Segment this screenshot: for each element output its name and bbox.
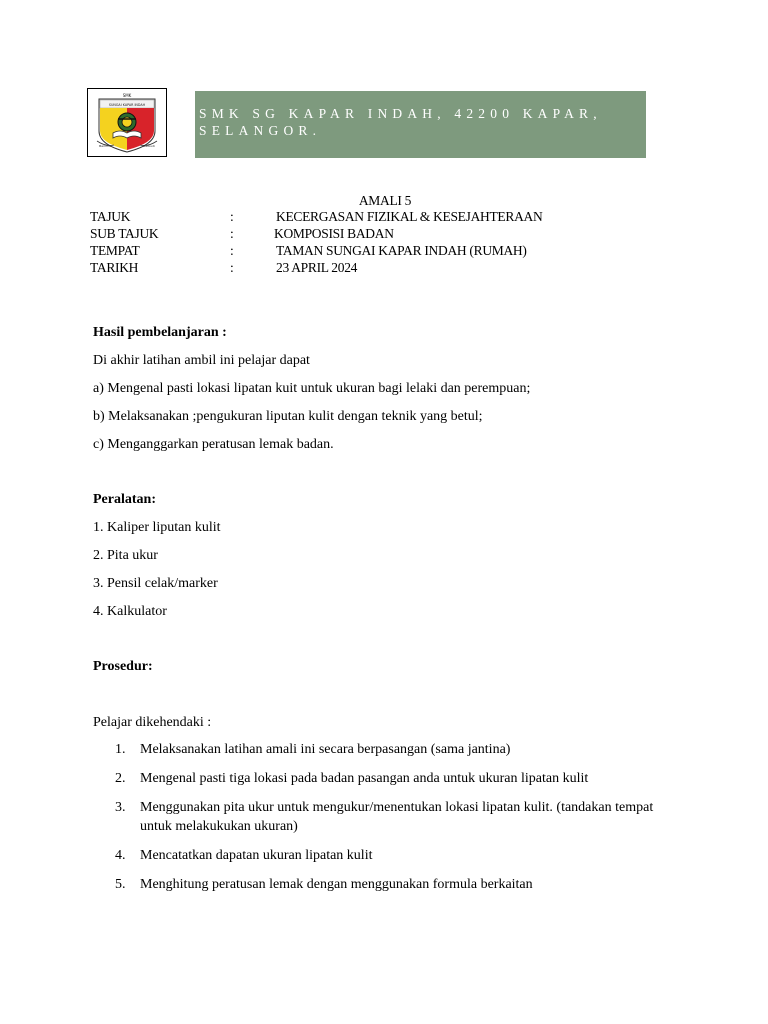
learning-heading: Hasil pembelanjaran : — [93, 325, 227, 340]
meta-colon: : — [230, 226, 234, 241]
school-crest-icon — [88, 89, 166, 156]
document-title: AMALI 5 — [358, 193, 412, 208]
procedure-intro: Pelajar dikehendaki : — [93, 715, 212, 730]
procedure-item-number: 1. — [115, 742, 126, 757]
meta-value: TAMAN SUNGAI KAPAR INDAH (RUMAH) — [276, 243, 527, 258]
procedure-item-number: 3. — [115, 800, 126, 815]
learning-item: a) Mengenal pasti lokasi lipatan kuit untuk ukuran bagi lelaki dan perempuan; — [93, 381, 531, 396]
logo-text-band: SUNGAI KAPAR INDAH — [108, 103, 146, 107]
procedure-item-text: Menghitung peratusan lemak dengan menggunakan formula berkaitan — [140, 877, 533, 892]
procedure-heading: Prosedur: — [93, 659, 153, 674]
procedure-item-number: 2. — [115, 771, 126, 786]
procedure-item — [93, 740, 673, 759]
meta-colon: : — [230, 243, 234, 258]
learning-item: b) Melaksanakan ;pengukuran liputan kulit dengan teknik yang betul; — [93, 409, 483, 424]
learning-item: c) Menganggarkan peratusan lemak badan. — [93, 437, 334, 452]
procedure-item-text: Menggunakan pita ukur untuk mengukur/menentukan lokasi lipatan kulit. (tandakan tempat untuk melakukukan ukuran) — [140, 800, 654, 834]
banner-text: SMK SG KAPAR INDAH, 42200 KAPAR, SELANGOR. — [199, 106, 602, 138]
equipment-item: 4. Kalkulator — [93, 604, 167, 619]
meta-colon: : — [230, 260, 234, 275]
meta-colon: : — [230, 209, 234, 224]
procedure-item-text: Mengenal pasti tiga lokasi pada badan pasangan anda untuk ukuran lipatan kulit — [140, 771, 589, 786]
equipment-item: 2. Pita ukur — [93, 548, 158, 563]
school-logo — [87, 88, 167, 157]
procedure-item-number: 5. — [115, 877, 126, 892]
school-banner — [195, 91, 646, 158]
learning-intro: Di akhir latihan ambil ini pelajar dapat — [93, 353, 310, 368]
logo-text-left: Berilmu — [99, 144, 111, 148]
procedure-item — [93, 769, 673, 788]
equipment-item: 3. Pensil celak/marker — [93, 576, 218, 591]
procedure-item-text: Mencatatkan dapatan ukuran lipatan kulit — [140, 848, 373, 863]
meta-value: 23 APRIL 2024 — [276, 260, 358, 275]
procedure-item — [93, 846, 673, 865]
procedure-item — [93, 798, 673, 836]
procedure-item — [93, 875, 673, 894]
meta-key: SUB TAJUK — [90, 226, 159, 241]
procedure-item-number: 4. — [115, 848, 126, 863]
meta-key: TARIKH — [90, 260, 139, 275]
procedure-list — [93, 740, 673, 904]
procedure-item-text: Melaksanakan latihan amali ini secara berpasangan (sama jantina) — [140, 742, 511, 757]
equipment-heading: Peralatan: — [93, 492, 156, 507]
meta-key: TAJUK — [90, 209, 131, 224]
meta-key: TEMPAT — [90, 243, 140, 258]
equipment-item: 1. Kaliper liputan kulit — [93, 520, 221, 535]
meta-value: KOMPOSISI BADAN — [274, 226, 394, 241]
logo-text-top: SMK — [122, 93, 132, 98]
meta-value: KECERGASAN FIZIKAL & KESEJAHTERAAN — [276, 209, 543, 224]
logo-text-right: Berbudi — [143, 144, 155, 148]
